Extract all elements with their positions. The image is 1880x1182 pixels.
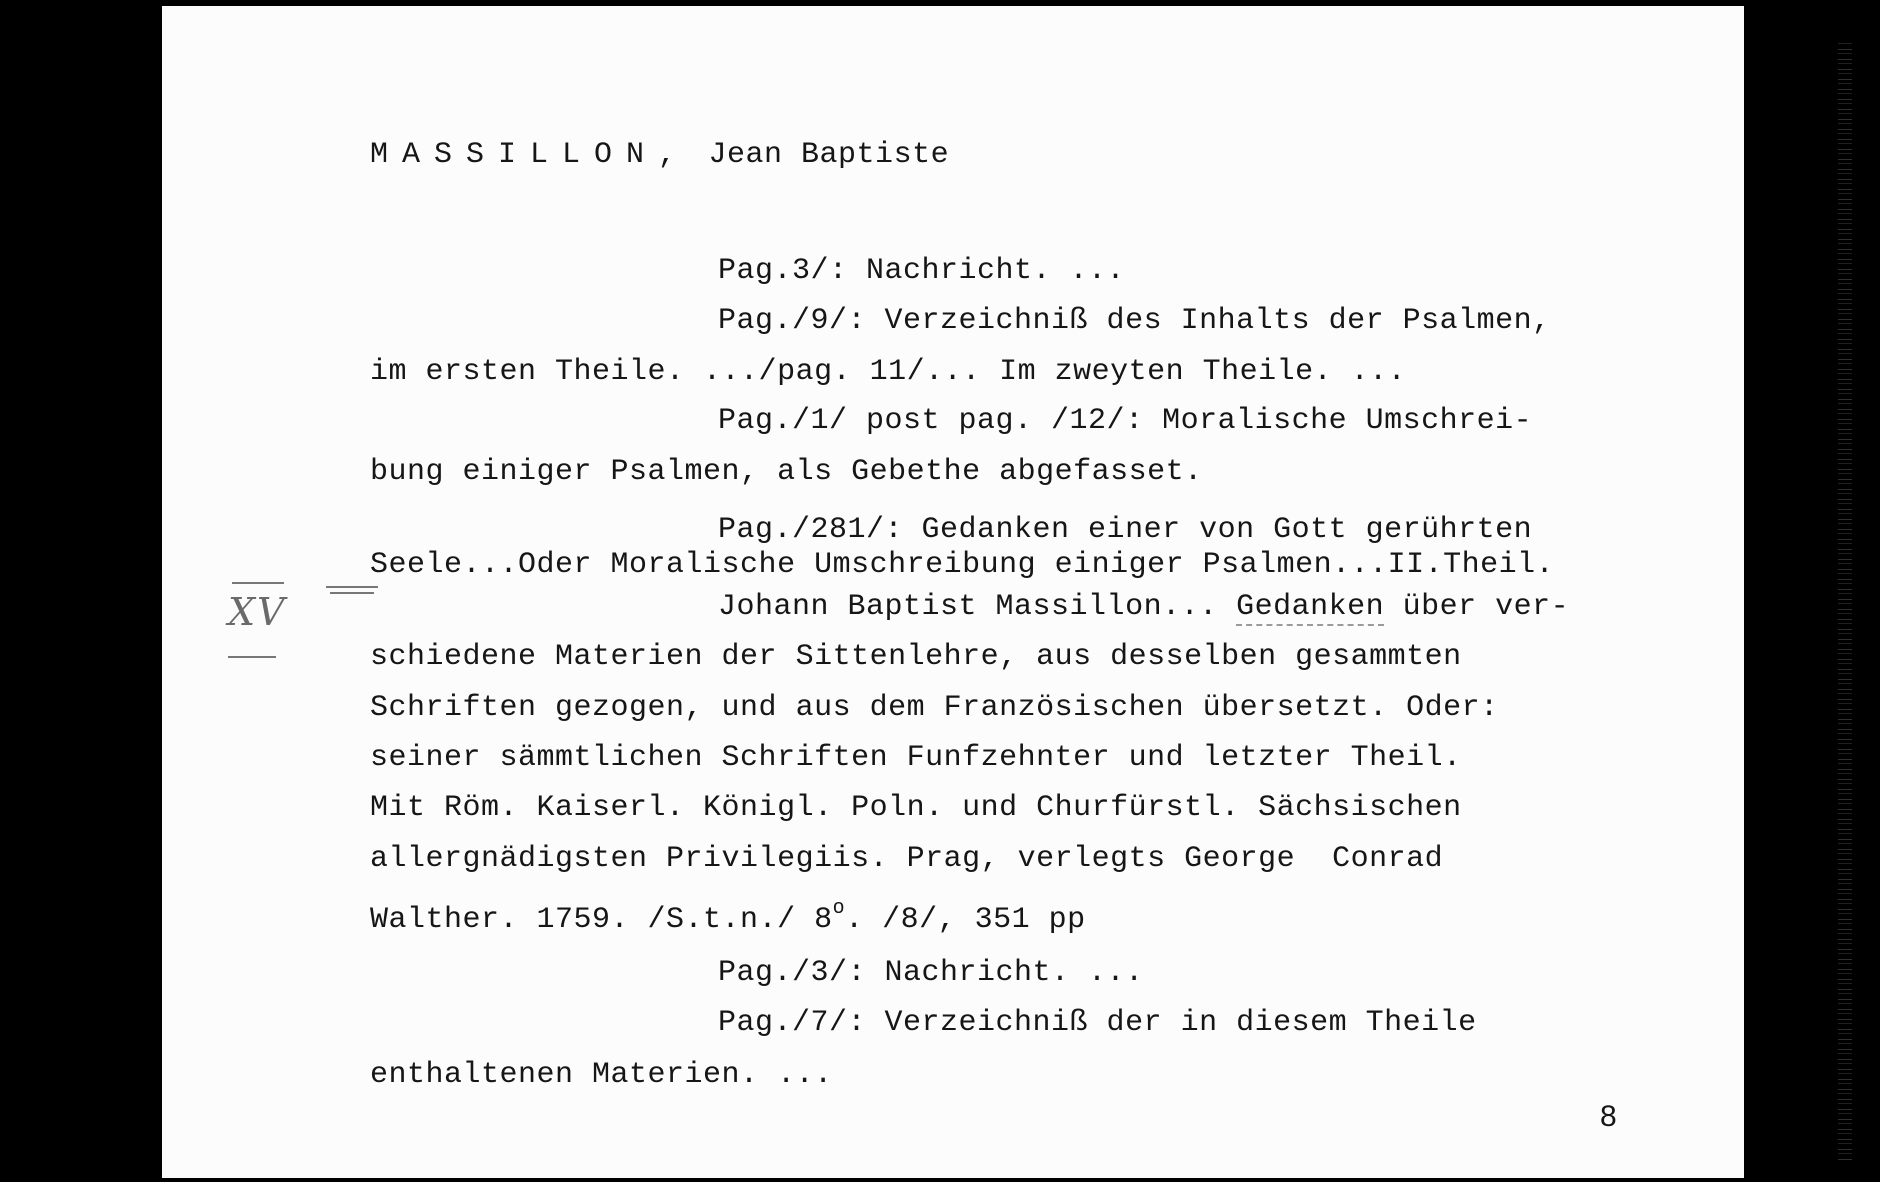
text-line-13: allergnädigsten Privilegiis. Prag, verlegts George Conrad [370, 842, 1444, 876]
margin-stroke-bottom [228, 656, 276, 658]
format-superscript: o [832, 897, 846, 920]
text-line-12: Mit Röm. Kaiserl. Königl. Poln. und Churfürstl. Sächsischen [370, 791, 1462, 825]
text-line-2: Pag./9/: Verzeichniß des Inhalts der Psalmen, [718, 304, 1551, 338]
imprint-part: Walther. 1759. /S.t.n./ 8 [370, 903, 833, 937]
text-line-10: Schriften gezogen, und aus dem Französischen übersetzt. Oder: [370, 691, 1499, 725]
line-8-tail: über ver- [1384, 590, 1570, 624]
margin-pointer-1 [326, 586, 378, 588]
text-line-7: Seele...Oder Moralische Umschreibung einiger Psalmen...II.Theil. [370, 548, 1555, 582]
text-line-5: bung einiger Psalmen, als Gebethe abgefasset. [370, 455, 1203, 489]
heading-given-name: Jean Baptiste [690, 138, 950, 172]
text-line-4: Pag./1/ post pag. /12/: Moralische Umschrei- [718, 404, 1533, 438]
text-line-1: Pag.3/: Nachricht. ... [718, 254, 1126, 288]
underlined-title-word: Gedanken [1236, 590, 1385, 624]
page-number: 8 [1600, 1100, 1617, 1133]
text-line-17: enthaltenen Materien. ... [370, 1058, 833, 1092]
author-phrase: Johann Baptist Massillon... [718, 590, 1237, 624]
margin-stroke-top [232, 582, 284, 584]
card-heading [370, 138, 949, 172]
text-line-11: seiner sämmtlichen Schriften Funfzehnter und letzter Theil. [370, 741, 1462, 775]
pagination-part: . /8/, 351 pp [845, 903, 1086, 937]
heading-surname: MASSILLON, [370, 138, 691, 172]
text-line-8 [718, 590, 1569, 624]
text-line-6: Pag./281/: Gedanken einer von Gott gerührten [718, 513, 1533, 547]
handwritten-margin-note: XV [228, 590, 287, 634]
text-line-16: Pag./7/: Verzeichniß der in diesem Theile [718, 1006, 1477, 1040]
scan-edge [1838, 40, 1852, 1160]
margin-pointer-2 [330, 592, 374, 594]
text-line-3: im ersten Theile. .../pag. 11/... Im zweyten Theile. ... [370, 355, 1407, 389]
text-line-15: Pag./3/: Nachricht. ... [718, 956, 1144, 990]
text-line-9: schiedene Materien der Sittenlehre, aus desselben gesammten [370, 640, 1462, 674]
text-line-14 [370, 892, 1086, 937]
